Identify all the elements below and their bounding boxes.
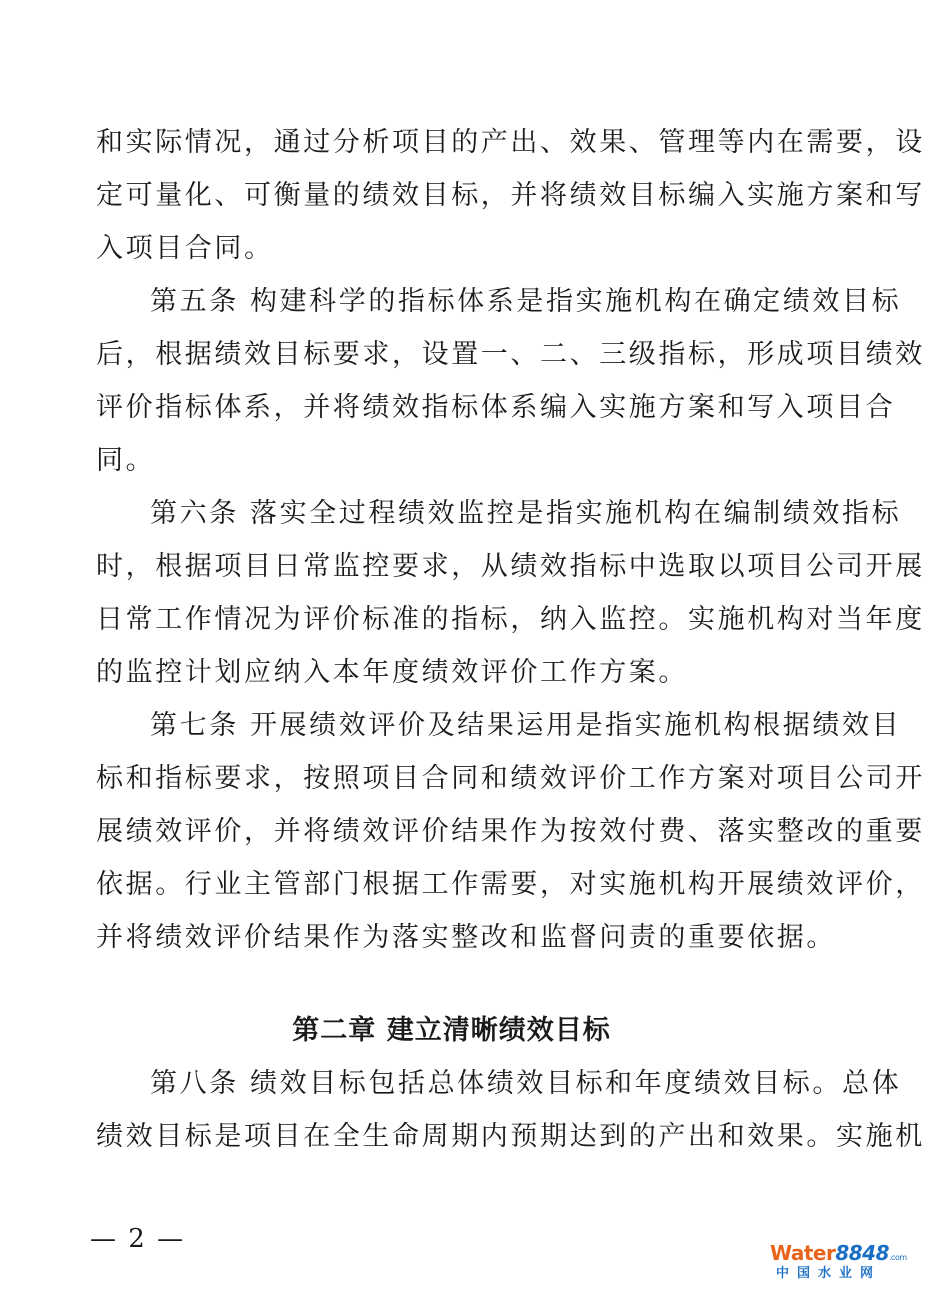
watermark-logo: [770, 1241, 907, 1286]
watermark-brand: [770, 1242, 907, 1269]
brand-num: 8848: [835, 1241, 890, 1265]
body-line: 入项目合同。: [96, 233, 274, 264]
brand-w: W: [770, 1241, 791, 1265]
chapter-heading: 第二章 建立清晰绩效目标: [292, 1015, 611, 1046]
body-line: 后，根据绩效目标要求，设置一、二、三级指标，形成项目绩效: [96, 339, 925, 370]
body-line: 日常工作情况为评价标准的指标，纳入监控。实施机构对当年度: [96, 604, 925, 635]
article-8-start: 第八条 绩效目标包括总体绩效目标和年度绩效目标。总体: [150, 1068, 902, 1099]
body-line: 并将绩效评价结果作为落实整改和监督问责的重要依据。: [96, 922, 836, 953]
body-line: 同。: [96, 445, 156, 476]
body-line: 标和指标要求，按照项目合同和绩效评价工作方案对项目公司开: [96, 763, 925, 794]
brand-com: .com: [889, 1253, 907, 1262]
article-6-start: 第六条 落实全过程绩效监控是指实施机构在编制绩效指标: [150, 498, 902, 529]
brand-ater: ater: [790, 1241, 836, 1265]
body-line: 绩效目标是项目在全生命周期内预期达到的产出和效果。实施机: [96, 1121, 925, 1152]
body-line: 定可量化、可衡量的绩效目标，并将绩效目标编入实施方案和写: [96, 180, 925, 211]
body-line: 的监控计划应纳入本年度绩效评价工作方案。: [96, 657, 688, 688]
body-line: 依据。行业主管部门根据工作需要，对实施机构开展绩效评价，: [96, 869, 925, 900]
body-line: 评价指标体系，并将绩效指标体系编入实施方案和写入项目合: [96, 392, 896, 423]
body-line: 展绩效评价，并将绩效评价结果作为按效付费、落实整改的重要: [96, 816, 925, 847]
article-5-start: 第五条 构建科学的指标体系是指实施机构在确定绩效目标: [150, 286, 902, 317]
watermark-subtitle: 中国水业网: [776, 1266, 882, 1281]
article-7-start: 第七条 开展绩效评价及结果运用是指实施机构根据绩效目: [150, 710, 902, 741]
body-line: 时，根据项目日常监控要求，从绩效指标中选取以项目公司开展: [96, 551, 925, 582]
body-line: 和实际情况，通过分析项目的产出、效果、管理等内在需要，设: [96, 127, 925, 158]
page-number: — 2 —: [90, 1224, 186, 1254]
